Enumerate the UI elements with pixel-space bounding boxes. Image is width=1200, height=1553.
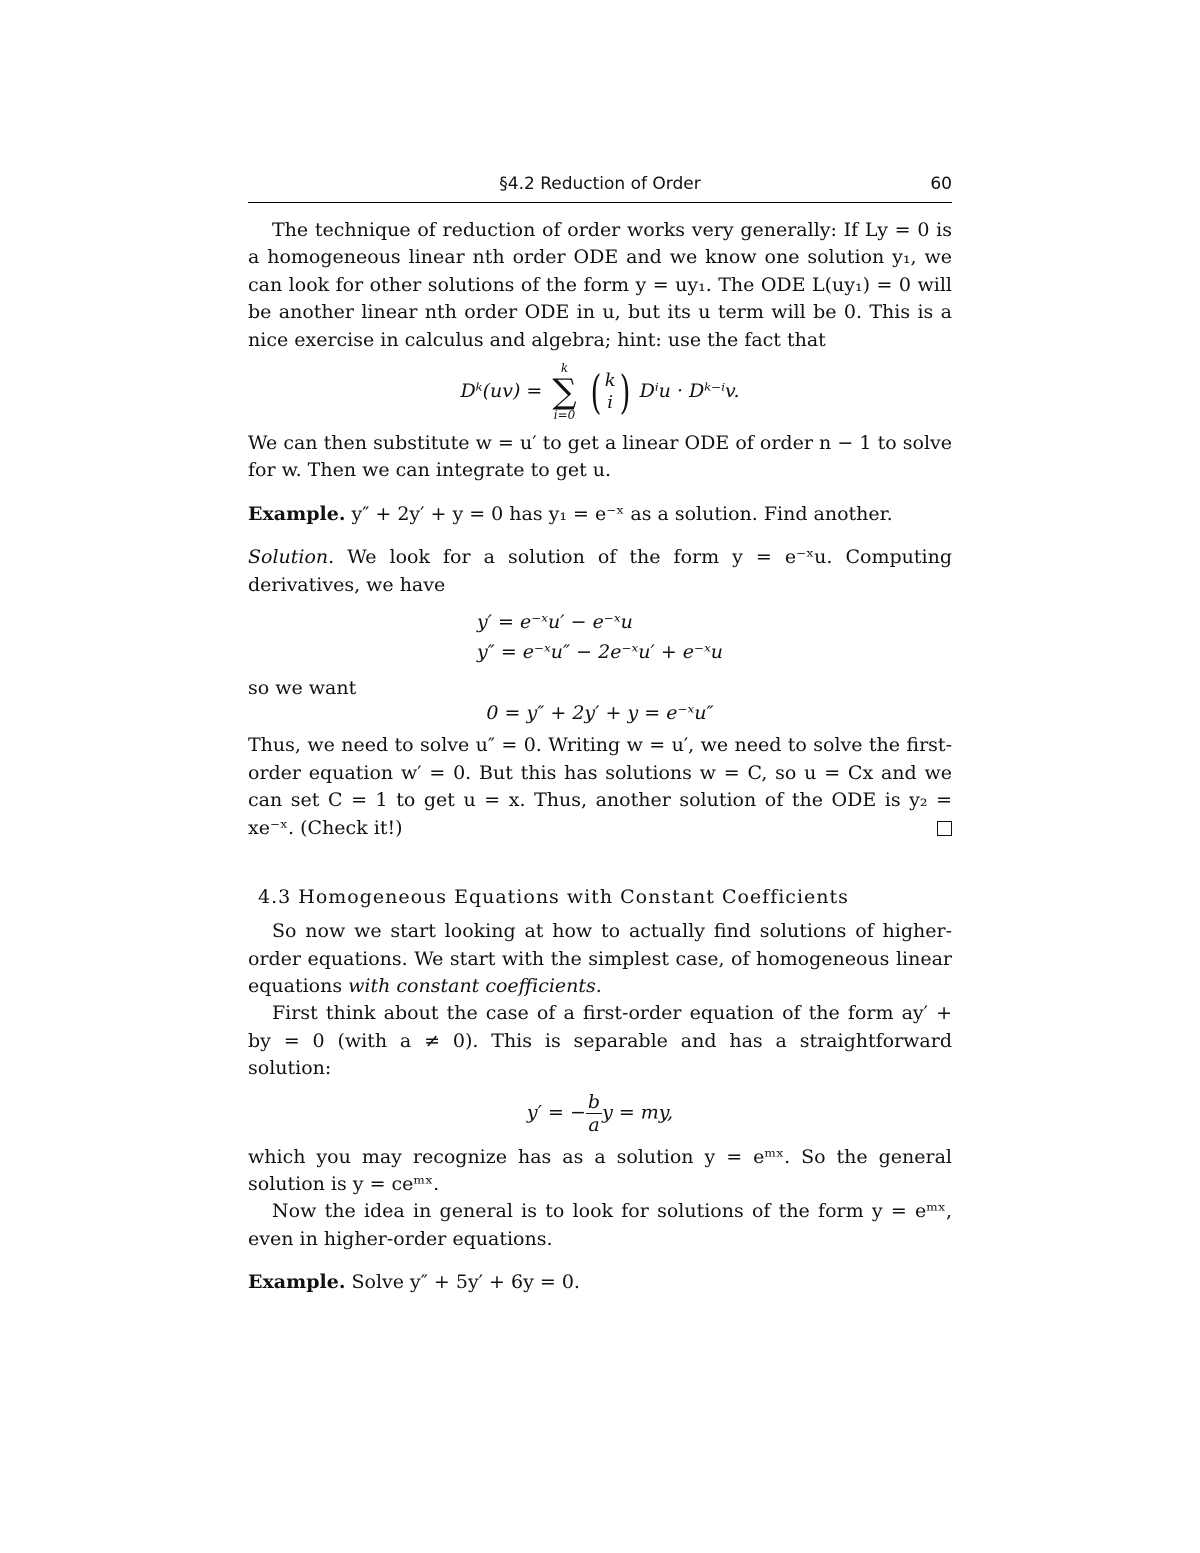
page-header (248, 170, 952, 200)
example-2: Example. Solve y″ + 5y′ + 6y = 0. (248, 1271, 580, 1294)
paragraph-start-looking: So now we start looking at how to actually find solutions of higher-order equations. We start with the simplest case, of homogeneous linear equations with constant coefficients. (248, 920, 952, 997)
equation-derivatives: y′ = e⁻ˣu′ − e⁻ˣu y″ = e⁻ˣu″ − 2e⁻ˣu′ + e⁻ˣu (476, 611, 724, 664)
paragraph-general-solution: which you may recognize has as a solution y = eᵐˣ. So the general solution is y = ceᵐˣ. (248, 1145, 952, 1195)
header-rule (248, 202, 952, 203)
fraction-b-over-a: $\frac{b}{a}$ (587, 1090, 601, 1136)
solution-label: Solution. (248, 546, 335, 569)
so-we-want-text: so we want (248, 677, 357, 700)
binomial-coefficient: ( k i ) (590, 365, 630, 420)
example-1: Example. y″ + 2y′ + y = 0 has y₁ = e⁻ˣ as a solution. Find another. (248, 502, 893, 525)
example-label: Example. (248, 1271, 346, 1294)
paragraph-first-order-case: First think about the case of a first-order equation of the form ay′ + by = 0 (with a ≠ 0). This is separable and has a straightforward solution: (248, 1002, 952, 1080)
page-number: 60 (930, 174, 952, 194)
summation-symbol: k ∑ i=0 (552, 361, 577, 423)
emphasis-constant-coefficients: with constant coefficients. (348, 974, 602, 997)
document-page (248, 170, 952, 1297)
equation-first-order: y′ = − $\frac{b}{a}$ y = my, (526, 1090, 674, 1136)
paragraph-reduction-technique: The technique of reduction of order works very generally: If Ly = 0 is a homogeneous linear nth order ODE and we know one solution y₁, we can look for other solutions of the form y = uy₁. The ODE L(uy₁) = 0 will be another linear nth order ODE in u, but its u term will be 0. This is a nice exercise in calculus and algebra; hint: use the fact that (248, 219, 952, 351)
paragraph-solve-conclusion: Thus, we need to solve u″ = 0. Writing w = u′, we need to solve the first-order equation w′ = 0. But this has solutions w = C, so u = Cx and we can set C = 1 to get u = x. Thus, another solution of the ODE is y₂ = xe⁻ˣ. (Check it!) (248, 734, 952, 839)
section-heading: 4.3 Homogeneous Equations with Constant Coefficients (258, 886, 849, 909)
solution-paragraph: Solution. We look for a solution of the form y = e⁻ˣu. Computing derivatives, we have (248, 546, 952, 596)
equation-reduced: 0 = y″ + 2y′ + y = e⁻ˣu″ (486, 702, 714, 725)
equation-leibniz-rule: Dᵏ(uv) = k ∑ i=0 ( k i ) Dⁱu · Dᵏ⁻ⁱv. (460, 361, 740, 423)
paragraph-idea-general: Now the idea in general is to look for solutions of the form y = eᵐˣ, even in higher-order equations. (248, 1200, 952, 1250)
example-label: Example. (248, 502, 346, 525)
qed-box-icon (937, 821, 952, 836)
running-title: §4.2 Reduction of Order (499, 174, 701, 194)
paragraph-substitute: We can then substitute w = u′ to get a linear ODE of order n − 1 to solve for w. Then we can integrate to get u. (248, 432, 952, 482)
